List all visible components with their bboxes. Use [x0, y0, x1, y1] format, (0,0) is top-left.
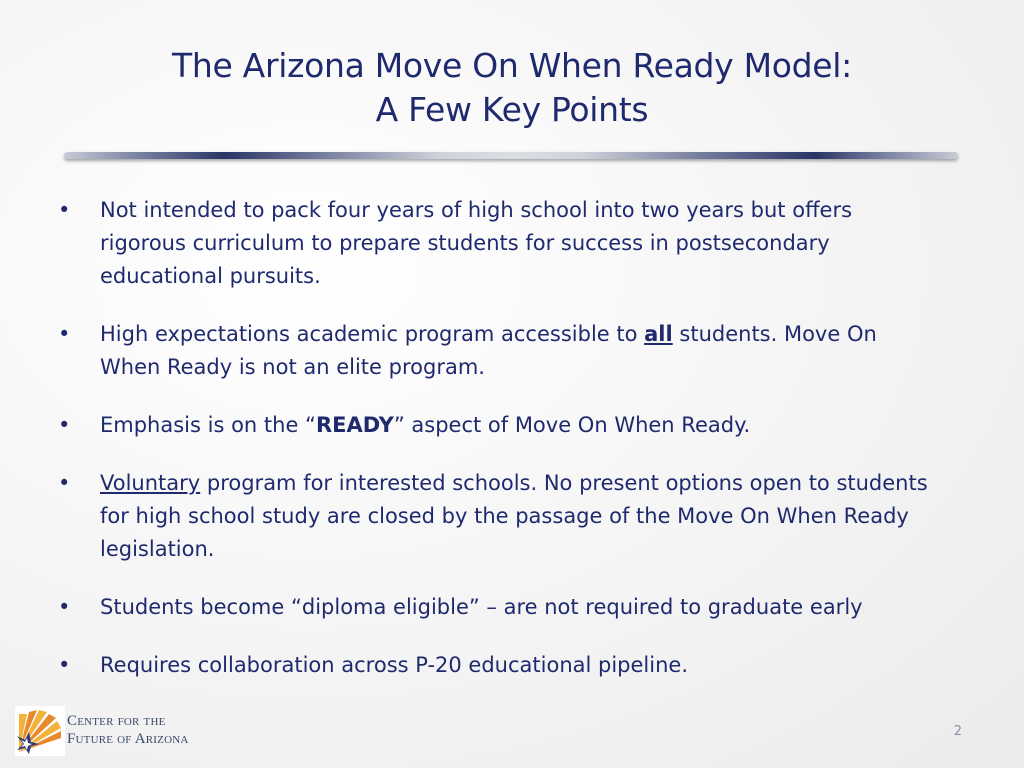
- bullet-text-before: Emphasis is on the “: [100, 413, 316, 437]
- slide-title: [0, 44, 1024, 132]
- bullet-emphasis-all: all: [644, 322, 673, 346]
- bullet-dot: •: [58, 595, 71, 619]
- bullet-emphasis-ready: READY: [315, 413, 394, 437]
- bullet-item: [58, 318, 938, 384]
- center-for-future-of-arizona-logo: [15, 706, 215, 756]
- bullet-text-after: students. Move On When Ready is not an elite program.: [100, 322, 877, 379]
- title-divider: [64, 152, 958, 159]
- logo-text-line-1: Center for the: [67, 713, 166, 729]
- bullet-list: [58, 194, 938, 707]
- bullet-item: [58, 467, 938, 566]
- bullet-item: [58, 194, 938, 293]
- page-number: 2: [953, 724, 962, 739]
- bullet-text-before: High expectations academic program accessible to: [100, 322, 645, 346]
- bullet-item: [58, 591, 938, 624]
- bullet-dot: •: [58, 471, 71, 495]
- bullet-text: Not intended to pack four years of high school into two years but offers rigorous curriculum to prepare students for success in postsecondary educational pursuits.: [100, 198, 853, 288]
- bullet-dot: •: [58, 653, 71, 677]
- bullet-text-after: program for interested schools. No present options open to students for high school study are closed by the passage of the Move On When Ready legislation.: [100, 471, 928, 561]
- bullet-text-after: ” aspect of Move On When Ready.: [393, 413, 751, 437]
- bullet-dot: •: [58, 413, 71, 437]
- bullet-dot: •: [58, 322, 71, 346]
- bullet-text: Requires collaboration across P-20 educational pipeline.: [100, 653, 688, 677]
- bullet-item: [58, 649, 938, 682]
- bullet-emphasis-voluntary: Voluntary: [100, 471, 201, 495]
- title-line-2: A Few Key Points: [375, 90, 649, 129]
- bullet-item: [58, 409, 938, 442]
- logo-text: [67, 712, 189, 748]
- bullet-text: Students become “diploma eligible” – are not required to graduate early: [100, 595, 863, 619]
- arizona-sunburst-icon: [15, 706, 65, 756]
- bullet-dot: •: [58, 198, 71, 222]
- title-line-1: The Arizona Move On When Ready Model:: [172, 46, 852, 85]
- logo-text-line-2: Future of Arizona: [67, 731, 189, 747]
